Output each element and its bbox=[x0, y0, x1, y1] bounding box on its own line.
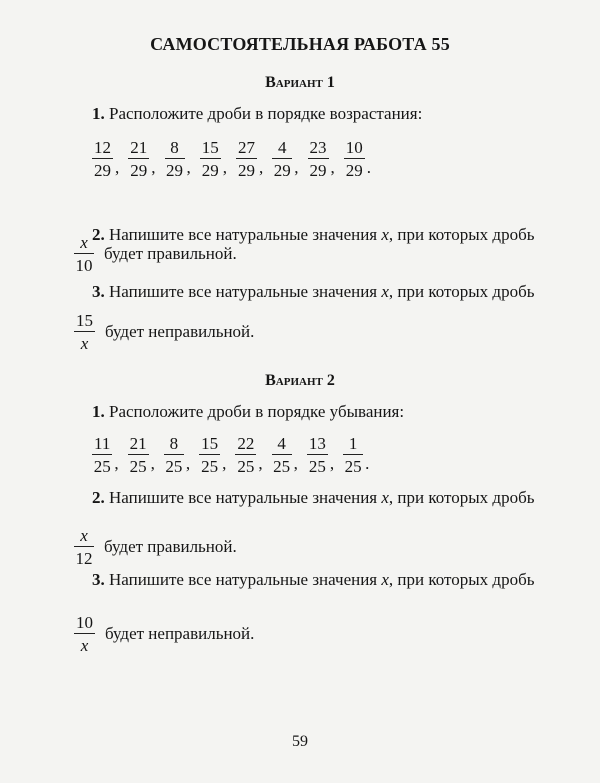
separator: , bbox=[293, 454, 298, 473]
denominator: 25 bbox=[93, 457, 111, 476]
task-tail: будет неправильной. bbox=[105, 624, 255, 643]
separator: , bbox=[330, 158, 335, 177]
task-text: Напишите все натуральные значения bbox=[109, 225, 378, 244]
separator: , bbox=[114, 454, 119, 473]
denominator: 29 bbox=[238, 161, 255, 180]
denominator: 25 bbox=[165, 457, 183, 476]
separator: , bbox=[329, 454, 335, 473]
fraction bbox=[235, 435, 256, 475]
denominator: 29 bbox=[309, 161, 327, 180]
variant-2-task-2-continuation bbox=[74, 527, 237, 567]
denominator: 25 bbox=[201, 457, 219, 476]
denominator: 29 bbox=[273, 161, 291, 180]
fraction bbox=[74, 614, 95, 654]
numerator: 8 bbox=[165, 139, 185, 159]
separator: , bbox=[259, 158, 264, 177]
numerator: 11 bbox=[94, 434, 111, 453]
task-tail: будет правильной. bbox=[104, 537, 237, 556]
numerator: 15 bbox=[201, 138, 219, 157]
fraction bbox=[165, 139, 185, 179]
fraction bbox=[92, 435, 112, 475]
task-tail: будет правильной. bbox=[104, 244, 237, 263]
task-text-end: , при которых дробь bbox=[388, 225, 535, 244]
variant-2-task-3 bbox=[92, 570, 534, 590]
fraction bbox=[128, 435, 149, 475]
numerator: 8 bbox=[164, 435, 184, 455]
task-text: Напишите все натуральные значения bbox=[109, 488, 378, 507]
task-number: 1. bbox=[92, 104, 105, 123]
task-text-end: , при которых дробь bbox=[388, 570, 535, 589]
task-text-end: , при которых дробь bbox=[388, 282, 535, 301]
fraction bbox=[307, 435, 328, 475]
variant-2-task-3-continuation bbox=[74, 614, 254, 654]
numerator: 27 bbox=[238, 138, 255, 157]
variant-1-task-2-continuation bbox=[74, 234, 237, 274]
numerator: 12 bbox=[94, 138, 111, 157]
task-text: Расположите дроби в порядке убывания: bbox=[109, 402, 405, 421]
denominator: 10 bbox=[75, 256, 93, 275]
numerator: x bbox=[74, 234, 94, 254]
variant-2-heading: Вариант 2 bbox=[265, 372, 335, 389]
numerator: 4 bbox=[272, 435, 292, 455]
fraction bbox=[74, 527, 94, 567]
variant-2-task-1 bbox=[92, 402, 404, 422]
task-text: Напишите все натуральные значения bbox=[109, 282, 378, 301]
task-number: 1. bbox=[92, 402, 105, 421]
task-text: Напишите все натуральные значения bbox=[109, 570, 378, 589]
task-text: Расположите дроби в порядке возрастания: bbox=[109, 104, 423, 123]
numerator: x bbox=[74, 527, 94, 547]
separator: , bbox=[222, 454, 227, 473]
denominator: 29 bbox=[130, 161, 148, 180]
variant-2-task-2 bbox=[92, 488, 534, 508]
numerator: 4 bbox=[272, 139, 292, 159]
page-title: САМОСТОЯТЕЛЬНАЯ РАБОТА 55 bbox=[150, 34, 450, 54]
fraction bbox=[92, 139, 113, 179]
task-text-end: , при которых дробь bbox=[388, 488, 535, 507]
fraction bbox=[199, 435, 220, 475]
fraction bbox=[344, 139, 365, 179]
numerator: 21 bbox=[130, 138, 148, 157]
variant-2-fraction-list bbox=[92, 435, 378, 475]
numerator: 21 bbox=[129, 434, 147, 453]
separator: , bbox=[222, 158, 227, 177]
variable: x bbox=[381, 570, 389, 589]
variant-1-task-1 bbox=[92, 104, 422, 124]
denominator: 29 bbox=[166, 161, 183, 180]
separator: , bbox=[186, 158, 191, 177]
task-number: 3. bbox=[92, 570, 105, 589]
denominator: 25 bbox=[237, 457, 255, 476]
fraction bbox=[128, 139, 149, 179]
denominator: 29 bbox=[201, 161, 219, 180]
separator: . bbox=[366, 158, 371, 177]
numerator: 23 bbox=[309, 138, 327, 157]
fraction bbox=[308, 139, 329, 179]
denominator: 25 bbox=[129, 457, 147, 476]
fraction bbox=[236, 139, 257, 179]
numerator: 15 bbox=[76, 311, 93, 330]
separator: , bbox=[151, 158, 156, 177]
variable: x bbox=[381, 488, 389, 507]
denominator: 25 bbox=[344, 457, 362, 476]
variant-1-task-3-continuation bbox=[74, 312, 254, 352]
numerator: 13 bbox=[308, 434, 326, 453]
variable: x bbox=[381, 225, 389, 244]
denominator: x bbox=[80, 636, 89, 655]
numerator: 10 bbox=[76, 613, 93, 632]
separator: , bbox=[258, 454, 263, 473]
numerator: 10 bbox=[345, 138, 363, 157]
denominator: 25 bbox=[308, 457, 326, 476]
separator: , bbox=[185, 454, 191, 473]
separator: . bbox=[365, 454, 370, 473]
denominator: 12 bbox=[75, 549, 93, 568]
variant-1-task-3 bbox=[92, 282, 534, 302]
fraction bbox=[164, 435, 184, 475]
fraction bbox=[343, 435, 363, 475]
fraction bbox=[74, 312, 95, 352]
task-number: 2. bbox=[92, 488, 105, 507]
variant-1-heading: Вариант 1 bbox=[265, 74, 335, 91]
denominator: 29 bbox=[94, 161, 111, 180]
numerator: 1 bbox=[343, 435, 363, 455]
fraction bbox=[272, 435, 292, 475]
fraction bbox=[200, 139, 221, 179]
fraction bbox=[272, 139, 292, 179]
fraction bbox=[74, 234, 94, 274]
task-number: 2. bbox=[92, 225, 105, 244]
page-number: 59 bbox=[292, 733, 308, 750]
task-tail: будет неправильной. bbox=[105, 322, 255, 341]
task-number: 3. bbox=[92, 282, 105, 301]
denominator: x bbox=[80, 334, 89, 353]
numerator: 22 bbox=[237, 434, 255, 453]
separator: , bbox=[115, 158, 120, 177]
numerator: 15 bbox=[201, 434, 219, 453]
separator: , bbox=[150, 454, 155, 473]
denominator: 29 bbox=[345, 161, 363, 180]
denominator: 25 bbox=[273, 457, 291, 476]
variant-1-fraction-list bbox=[92, 139, 380, 179]
separator: , bbox=[294, 158, 299, 177]
variable: x bbox=[381, 282, 389, 301]
